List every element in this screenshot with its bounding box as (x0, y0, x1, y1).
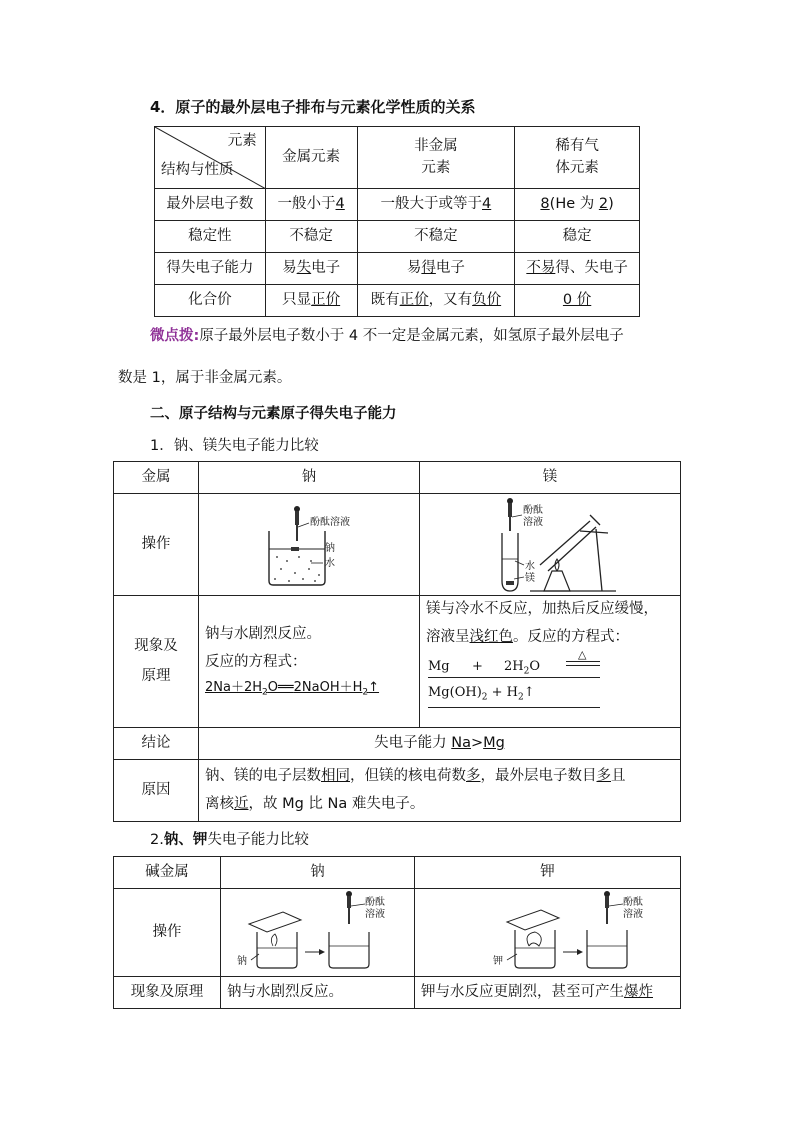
eq-sub: 2 (262, 687, 268, 698)
phen-label: 现象及原理 (114, 977, 221, 1009)
cell (515, 189, 640, 221)
eq-part: 2NaOH＋H (293, 680, 363, 696)
mg-phen-line2 (426, 624, 674, 652)
k-label: 钾 (493, 955, 503, 967)
beaker-dropper-diagram (199, 495, 419, 595)
underlined-value: 正价 (311, 291, 341, 308)
reason-line1 (205, 763, 674, 791)
phenol-label: 酚酞溶液 (310, 516, 350, 528)
mg-equation (426, 648, 674, 711)
diag-bottom-label: 结构与性质 (161, 162, 234, 179)
underlined-value: 8 (540, 195, 550, 212)
col-nonmetal-line1: 非金属 (414, 137, 458, 154)
eq-part: O (267, 680, 278, 696)
eq-part: ↑ (368, 680, 380, 696)
reason-line2 (205, 791, 674, 819)
phenol-label-1: 酚酞 (623, 896, 643, 908)
cell: 不稳定 (357, 221, 515, 253)
eq-plus: + (472, 659, 483, 675)
underlined-value: Mg (483, 734, 505, 751)
cell-text: 电子 (311, 259, 341, 276)
phenol-label-1: 酚酞 (523, 504, 543, 516)
underlined-value: 得 (421, 259, 436, 276)
col-noble-line2: 体元素 (555, 159, 599, 176)
na-mg-table (113, 461, 681, 822)
tip-label: 微点拨: (150, 328, 200, 344)
tip-line-2: 数是 1，属于非金属元素。 (118, 370, 292, 386)
text: 2. (150, 832, 164, 848)
underlined-value: 4 (335, 195, 345, 212)
eq-part: O (529, 659, 541, 675)
cell (357, 253, 515, 285)
eq-part: ↑ (523, 685, 535, 701)
na-phen-line2: 反应的方程式： (205, 653, 307, 670)
tip-line-1 (150, 324, 624, 345)
header-na: 钠 (221, 857, 415, 889)
row-label: 最外层电子数 (155, 189, 266, 221)
text: ，故 Mg 比 Na 难失电子。 (248, 795, 425, 812)
eq-sub: 2 (362, 687, 369, 698)
na-phen-cell: 钠与水剧烈反应。 (221, 977, 415, 1009)
eq-part: + H (487, 685, 519, 701)
cell-text: ，又有 (428, 291, 473, 308)
eq-arrow: ══ (277, 680, 294, 696)
na-equation (205, 676, 413, 702)
col-noble-line1: 稀有气 (555, 137, 599, 154)
mg-phen-cell (420, 596, 681, 728)
phenol-label-2: 溶液 (523, 516, 543, 528)
section-4-title: 4．原子的最外层电子排布与元素化学性质的关系 (150, 98, 476, 116)
eq-sub: 2 (481, 692, 488, 703)
table-row (155, 221, 640, 253)
k-phen-cell (415, 977, 681, 1009)
text: ，但镁的核电荷数 (350, 767, 466, 784)
row-label: 稳定性 (155, 221, 266, 253)
cell (357, 285, 515, 317)
water-label: 水 (525, 560, 535, 572)
eq-part: Mg(OH) (428, 685, 482, 701)
diag-top-label: 元素 (227, 133, 257, 149)
col-metal-header: 金属元素 (265, 127, 357, 189)
text: 失电子能力 (374, 734, 452, 751)
cell-text: ) (608, 195, 614, 212)
eq-sub: 2 (523, 666, 530, 677)
header-metal: 金属 (114, 462, 199, 494)
cell (265, 253, 357, 285)
tip-text: 原子最外层电子数小于 4 不一定是金属元素，如氢原子最外层电子 (199, 328, 624, 344)
cell-text: 易 (282, 259, 297, 276)
part1-title (150, 434, 319, 455)
underlined-value: 2 (598, 195, 609, 212)
underlined-value: 失 (296, 259, 312, 276)
element-properties-table (154, 126, 640, 317)
part2-title (150, 828, 309, 849)
text: 失电子能力比较 (207, 832, 309, 848)
two-beaker-diagram-na (221, 890, 414, 976)
op-label: 操作 (114, 889, 221, 977)
underlined-value: 多 (596, 767, 611, 784)
mg-label: 镁 (525, 572, 535, 584)
col-noble-header (515, 127, 640, 189)
phen-label-line1: 现象及 (134, 637, 178, 654)
eq-part: Mg (428, 659, 450, 675)
cell-text: 既有 (370, 291, 400, 308)
underlined-value: Na (451, 734, 471, 751)
cell-text: 只显 (282, 291, 312, 308)
underlined-value: 不易 (526, 259, 556, 276)
phen-label-line2: 原理 (141, 667, 171, 684)
test-tube-burner-diagram (420, 495, 680, 595)
cell-text: (He 为 (549, 195, 595, 212)
na-label: 钠 (325, 542, 335, 554)
underlined-value: 爆炸 (624, 983, 653, 1000)
cell-text: 易 (406, 259, 422, 276)
na-apparatus-cell (221, 889, 415, 977)
header-mg: 镁 (420, 462, 681, 494)
na-phen-cell (199, 596, 420, 728)
cell-text: 得、失电子 (555, 259, 628, 276)
cell (265, 285, 357, 317)
na-phen-line1: 钠与水剧烈反应。 (205, 626, 321, 643)
eq-part: 2H (504, 659, 524, 675)
mg-phen-line1: 镁与冷水不反应，加热后反应缓慢， (426, 601, 658, 617)
reason-cell (199, 760, 681, 822)
cell (515, 253, 640, 285)
na-label: 钠 (237, 955, 247, 967)
cell (515, 285, 640, 317)
bold-text: 钠、钾 (163, 832, 208, 848)
text: > (470, 734, 484, 751)
underlined-value: 正价 (399, 291, 429, 308)
diagonal-header-cell (155, 127, 266, 189)
underlined-value: 浅红色 (469, 628, 513, 645)
text: 钾与水反应更剧烈，甚至可产生 (421, 983, 624, 1000)
text: 溶液呈 (426, 628, 470, 645)
heat-condition: △ (578, 648, 587, 662)
table-row (155, 189, 640, 221)
cell-text: 一般小于 (277, 195, 336, 212)
underlined-value: 多 (466, 767, 481, 784)
row-label: 得失电子能力 (155, 253, 266, 285)
table-row (155, 253, 640, 285)
cell-text: 一般大于或等于 (380, 195, 482, 212)
cell (357, 189, 515, 221)
mg-apparatus-cell (420, 494, 681, 596)
concl-cell (199, 728, 681, 760)
k-apparatus-cell (415, 889, 681, 977)
concl-label: 结论 (114, 728, 199, 760)
water-label: 水 (325, 557, 335, 569)
section-two-title: 二、原子结构与元素原子得失电子能力 (150, 406, 397, 422)
op-label: 操作 (114, 494, 199, 596)
underlined-value: 0 价 (562, 291, 592, 308)
header-k: 钾 (415, 857, 681, 889)
cell-text: 电子 (435, 259, 465, 276)
header-na: 钠 (199, 462, 420, 494)
row-label: 化合价 (155, 285, 266, 317)
col-nonmetal-header (357, 127, 515, 189)
text: 离核 (205, 795, 234, 812)
underlined-value: 4 (482, 195, 492, 212)
cell (265, 189, 357, 221)
header-alkali: 碱金属 (114, 857, 221, 889)
two-beaker-diagram-k (415, 890, 680, 976)
na-apparatus-cell (199, 494, 420, 596)
underlined-value: 相同 (321, 767, 350, 784)
eq-part: 2Na＋2H (205, 680, 263, 696)
reason-label: 原因 (114, 760, 199, 822)
text: 且 (611, 767, 626, 784)
phenol-label-2: 溶液 (623, 908, 643, 920)
part1-title-text: 1．钠、镁失电子能力比较 (150, 438, 319, 454)
col-nonmetal-line2: 元素 (421, 159, 451, 176)
text: 。反应的方程式： (513, 628, 629, 645)
cell: 稳定 (515, 221, 640, 253)
text: 钠、镁的电子层数 (205, 767, 321, 784)
underlined-value: 近 (234, 795, 249, 812)
eq-sub: 2 (518, 692, 524, 703)
table-row (155, 285, 640, 317)
phenol-label-1: 酚酞 (365, 896, 385, 908)
na-k-table (113, 856, 681, 1009)
underlined-value: 负价 (472, 291, 502, 308)
phenol-label-2: 溶液 (365, 908, 385, 920)
text: ，最外层电子数目 (480, 767, 597, 784)
cell: 不稳定 (265, 221, 357, 253)
phen-label (114, 596, 199, 728)
